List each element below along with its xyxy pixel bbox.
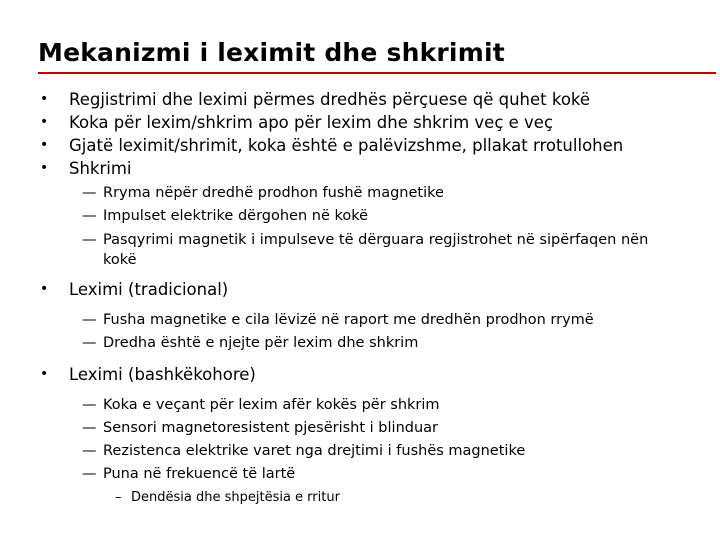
bullet-marker: •	[40, 91, 49, 107]
slide-body	[38, 88, 708, 509]
bullet-text: Shkrimi	[69, 159, 132, 178]
sub-bullet-text: Fusha magnetike e cila lëvizë në raport me dredhën prodhon rrymë	[103, 312, 594, 328]
bullet-marker: •	[40, 281, 49, 297]
dash-marker: —	[82, 232, 97, 248]
sub-bullet-item	[82, 394, 708, 417]
sub-bullet-text: Sensori magnetoresistent pjesërisht i blinduar	[103, 420, 439, 436]
sub-bullet-item	[82, 230, 708, 270]
bullet-text: Gjatë leximit/shrimit, koka është e palëvizshme, pllakat rrotullohen	[69, 136, 624, 155]
sub-bullet-item	[82, 440, 708, 463]
bullet-text: Koka për lexim/shkrim apo për lexim dhe shkrim veç e veç	[69, 113, 554, 132]
bullet-item-leximi-bashkekohore	[38, 363, 708, 386]
sub-bullet-item	[82, 463, 708, 486]
sub-bullet-text: Impulset elektrike dërgohen në kokë	[103, 208, 369, 224]
small-dash-marker: –	[115, 490, 122, 505]
sub-sub-bullet-text: Dendësia dhe shpejtësia e rritur	[131, 490, 340, 505]
dash-marker: —	[82, 185, 97, 201]
bullet-item-shkrimi	[38, 157, 708, 180]
sub-bullet-text: Dredha është e njejte për lexim dhe shkrim	[103, 335, 419, 351]
dash-marker: —	[82, 397, 97, 413]
bullet-marker: •	[40, 114, 49, 130]
sub-bullet-item	[82, 332, 708, 355]
dash-marker: —	[82, 443, 97, 459]
bullet-item	[38, 88, 708, 111]
sub-bullet-item	[82, 182, 708, 205]
bullet-item	[38, 134, 708, 157]
dash-marker: —	[82, 466, 97, 482]
dash-marker: —	[82, 312, 97, 328]
bullet-text: Regjistrimi dhe leximi përmes dredhës përçuese që quhet kokë	[69, 90, 591, 109]
bullet-marker: •	[40, 366, 49, 382]
slide-title: Mekanizmi i leximit dhe shkrimit	[38, 38, 505, 67]
bullet-item	[38, 111, 708, 134]
dash-marker: —	[82, 208, 97, 224]
title-underline	[38, 72, 716, 74]
dash-marker: —	[82, 335, 97, 351]
bullet-text: Leximi (tradicional)	[69, 280, 229, 299]
bullet-text: Leximi (bashkëkohore)	[69, 365, 256, 384]
sub-sub-bullet-item	[115, 486, 708, 509]
sub-bullet-item	[82, 309, 708, 332]
sub-bullet-text: Puna në frekuencë të lartë	[103, 466, 296, 482]
sub-bullet-text: Rryma nëpër dredhë prodhon fushë magnetike	[103, 185, 444, 201]
sub-bullet-item	[82, 417, 708, 440]
bullet-marker: •	[40, 160, 49, 176]
sub-bullet-text: Pasqyrimi magnetik i impulseve të dërguara regjistrohet në sipërfaqen nën kokë	[103, 232, 649, 268]
sub-bullet-item	[82, 205, 708, 228]
bullet-marker: •	[40, 137, 49, 153]
dash-marker: —	[82, 420, 97, 436]
sub-bullet-text: Koka e veçant për lexim afër kokës për shkrim	[103, 397, 440, 413]
sub-bullet-text: Rezistenca elektrike varet nga drejtimi i fushës magnetike	[103, 443, 526, 459]
bullet-item-leximi-tradicional	[38, 278, 708, 301]
